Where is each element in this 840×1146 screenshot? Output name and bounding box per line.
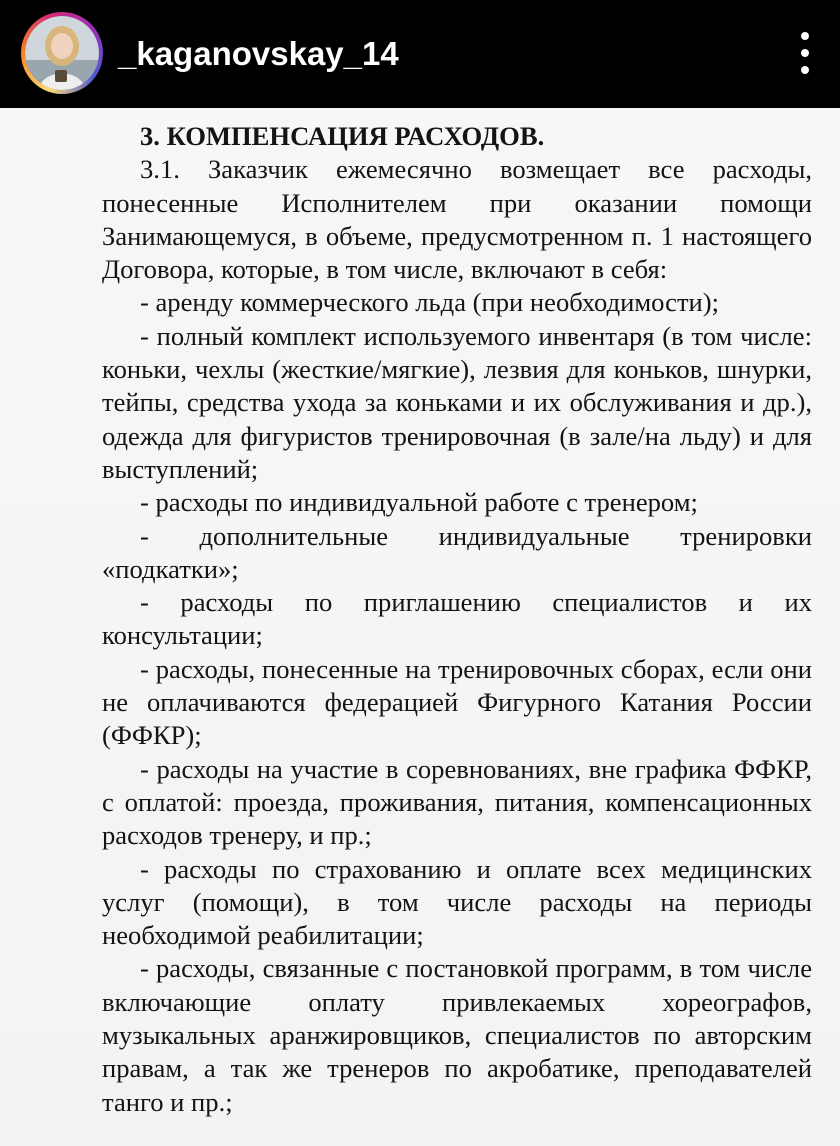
story-header [0, 0, 840, 108]
list-item: - расходы по приглашению специалистов и их консультации; [102, 587, 812, 651]
list-item: - аренду коммерческого льда (при необходимости); [140, 287, 720, 318]
list-item: - дополнительные индивидуальные тренировки «подкатки»; [102, 520, 812, 584]
dot [801, 49, 809, 57]
document-text [102, 120, 812, 1119]
profile-avatar-icon[interactable] [25, 16, 99, 90]
list-item: - расходы, связанные с постановкой программ, в том числе включающие оплату привлекаемых хореографов, музыкальных аранжировщиков, специалистов по авторским правам, а так же тренеров по акробатике, преподавателей танго и пр.; [102, 953, 812, 1117]
username-label[interactable]: _kaganovskay_14 [118, 35, 399, 72]
list-item: - полный комплект используемого инвентаря (в том числе: коньки, чехлы (жесткие/мягкие), лезвия для коньков, шнурки, тейпы, средства ухода за коньками и их обслуживания и др.), одежда для фигуристов тренировочная (в зале/на льду) и для выступлений; [102, 320, 812, 484]
list-item: - расходы, понесенные на тренировочных сборах, если они не оплачиваются федерацией Фигурного Катания России (ФФКР); [102, 653, 812, 751]
avatar-photo [25, 16, 99, 90]
list-item: - расходы по страхованию и оплате всех медицинских услуг (помощи), в том числе расходы на периоды необходимой реабилитации; [102, 853, 812, 951]
document-page [0, 108, 840, 1146]
vertical-ellipsis-icon[interactable] [790, 30, 820, 76]
list-item: - расходы по индивидуальной работе с тренером; [140, 487, 698, 518]
dot [801, 32, 809, 40]
list-item: - расходы на участие в соревнованиях, вне графика ФФКР, с оплатой: проезда, проживания, питания, компенсационных расходов тренеру, и пр.; [102, 753, 812, 851]
clause-paragraph: 3.1. Заказчик ежемесячно возмещает все расходы, понесенные Исполнителем при оказании помощи Занимающемуся, в объеме, предусмотренном п. 1 настоящего Договора, которые, в том числе, включают в себя: [102, 154, 812, 285]
story-ring[interactable] [21, 12, 103, 94]
section-heading: 3. КОМПЕНСАЦИЯ РАСХОДОВ. [140, 121, 545, 151]
dot [801, 66, 809, 74]
